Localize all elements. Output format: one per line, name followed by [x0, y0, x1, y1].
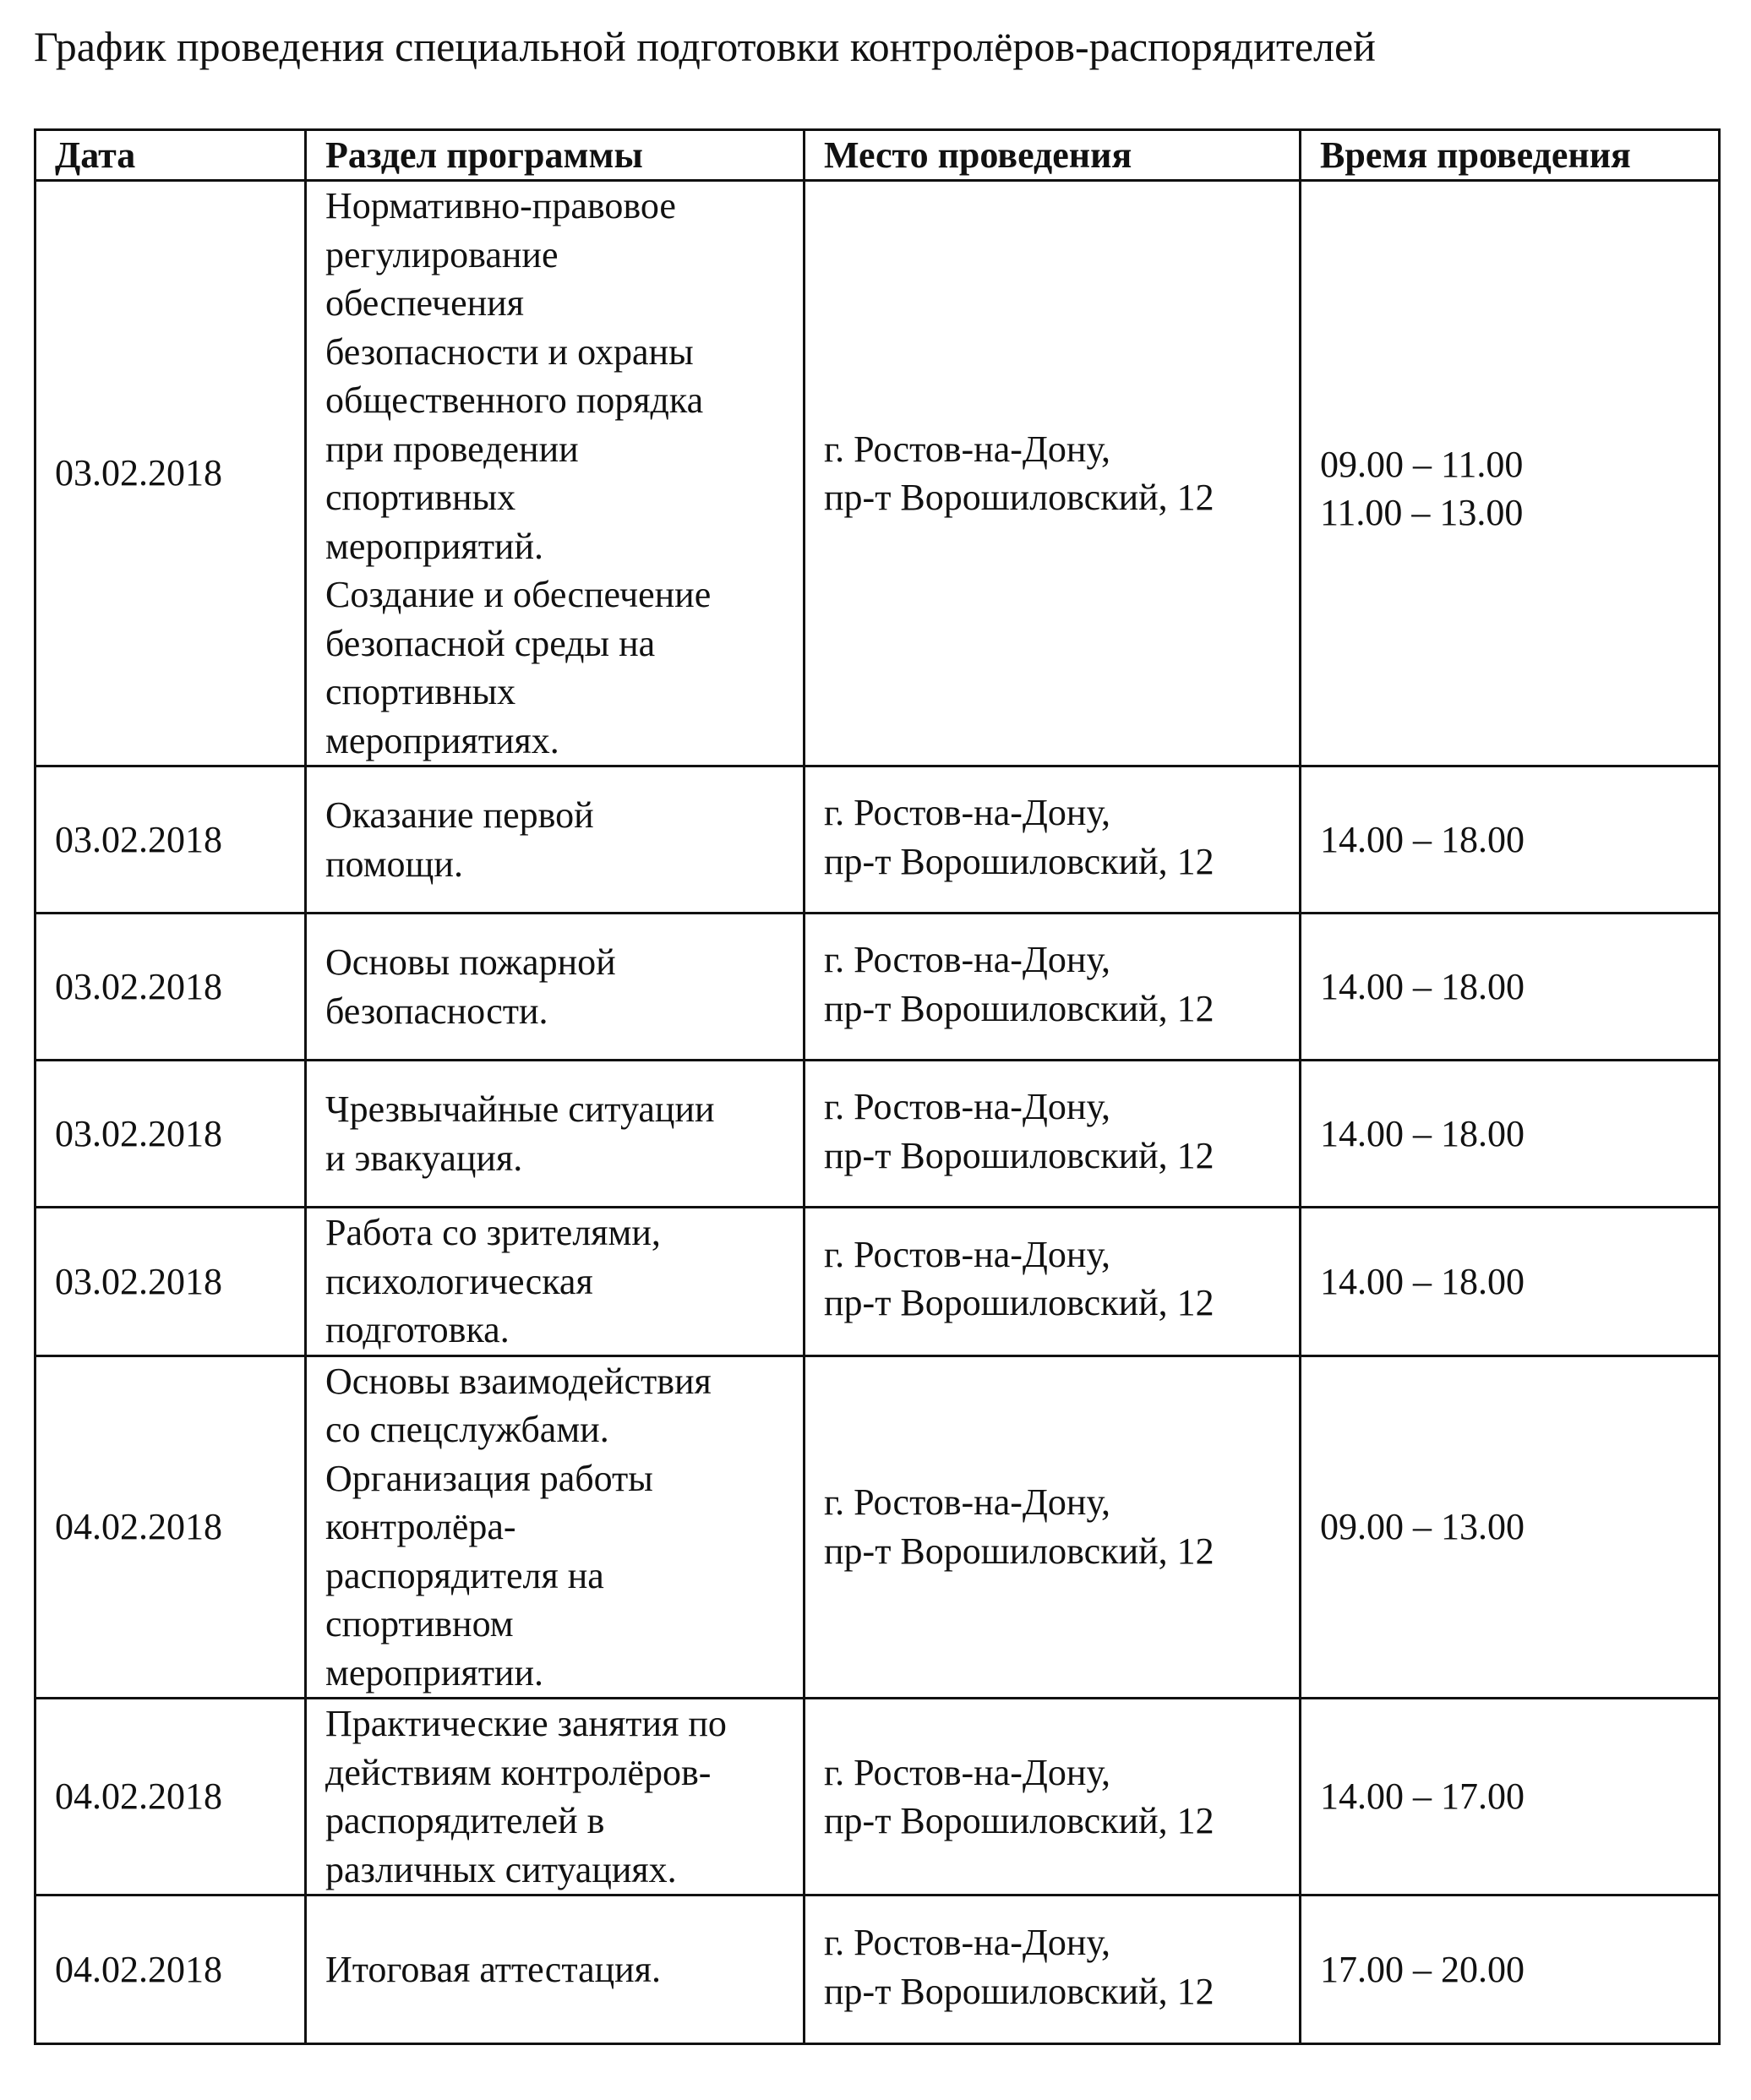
table-row	[35, 1699, 1720, 1895]
cell-section: Основы взаимодействия со спецслужбами. Организация работы контролёра- распорядителя на спортивном мероприятии.	[306, 1355, 805, 1699]
header-date: Дата	[35, 130, 306, 181]
table-row	[35, 181, 1720, 766]
cell-date: 03.02.2018	[35, 914, 306, 1061]
cell-section: Оказание первой помощи.	[306, 766, 805, 914]
cell-time: 09.00 – 13.00	[1301, 1355, 1720, 1699]
cell-place: г. Ростов-на-Дону, пр-т Ворошиловский, 12	[805, 914, 1301, 1061]
header-place: Место проведения	[805, 130, 1301, 181]
table-row	[35, 914, 1720, 1061]
cell-time: 09.00 – 11.00 11.00 – 13.00	[1301, 181, 1720, 766]
cell-place: г. Ростов-на-Дону, пр-т Ворошиловский, 12	[805, 1355, 1301, 1699]
table-row	[35, 1208, 1720, 1356]
cell-time: 14.00 – 18.00	[1301, 914, 1720, 1061]
cell-place: г. Ростов-на-Дону, пр-т Ворошиловский, 12	[805, 181, 1301, 766]
cell-place: г. Ростов-на-Дону, пр-т Ворошиловский, 12	[805, 1699, 1301, 1895]
table-row	[35, 1061, 1720, 1208]
cell-date: 03.02.2018	[35, 181, 306, 766]
cell-section: Итоговая аттестация.	[306, 1895, 805, 2044]
document-title: График проведения специальной подготовки контролёров-распорядителей	[34, 23, 1376, 70]
cell-place: г. Ростов-на-Дону, пр-т Ворошиловский, 12	[805, 1061, 1301, 1208]
table-row	[35, 766, 1720, 914]
table-row	[35, 1895, 1720, 2044]
cell-time: 17.00 – 20.00	[1301, 1895, 1720, 2044]
cell-place: г. Ростов-на-Дону, пр-т Ворошиловский, 12	[805, 1895, 1301, 2044]
cell-section: Основы пожарной безопасности.	[306, 914, 805, 1061]
cell-date: 04.02.2018	[35, 1895, 306, 2044]
cell-place: г. Ростов-на-Дону, пр-т Ворошиловский, 12	[805, 1208, 1301, 1356]
cell-section: Практические занятия по действиям контролёров- распорядителей в различных ситуациях.	[306, 1699, 805, 1895]
cell-date: 03.02.2018	[35, 766, 306, 914]
header-section: Раздел программы	[306, 130, 805, 181]
cell-time: 14.00 – 18.00	[1301, 766, 1720, 914]
cell-time: 14.00 – 17.00	[1301, 1699, 1720, 1895]
table-header-row	[35, 130, 1720, 181]
cell-time: 14.00 – 18.00	[1301, 1061, 1720, 1208]
cell-date: 04.02.2018	[35, 1355, 306, 1699]
cell-date: 04.02.2018	[35, 1699, 306, 1895]
cell-section: Чрезвычайные ситуации и эвакуация.	[306, 1061, 805, 1208]
cell-date: 03.02.2018	[35, 1061, 306, 1208]
table-row	[35, 1355, 1720, 1699]
header-time: Время проведения	[1301, 130, 1720, 181]
cell-place: г. Ростов-на-Дону, пр-т Ворошиловский, 12	[805, 766, 1301, 914]
cell-section: Нормативно-правовое регулирование обеспечения безопасности и охраны общественного порядка при проведении спортивных мероприятий. Создание и обеспечение безопасной среды на спортивных мероприятиях.	[306, 181, 805, 766]
cell-section: Работа со зрителями, психологическая подготовка.	[306, 1208, 805, 1356]
cell-date: 03.02.2018	[35, 1208, 306, 1356]
cell-time: 14.00 – 18.00	[1301, 1208, 1720, 1356]
schedule-table	[34, 128, 1721, 2045]
